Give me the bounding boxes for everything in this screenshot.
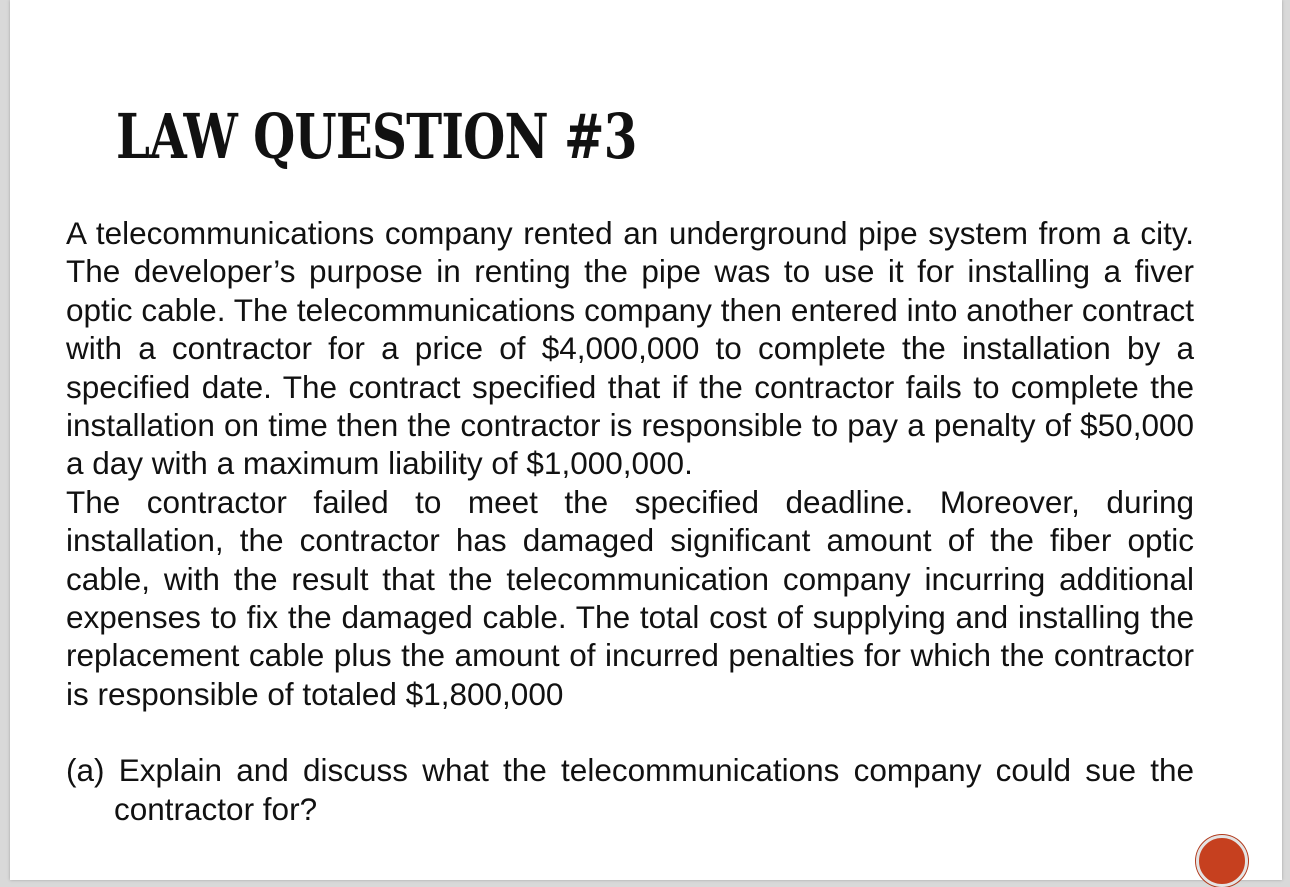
slide-body: [66, 214, 1194, 828]
paragraph-1: A telecommunications company rented an underground pipe system from a city. The developer’s purpose in renting the pipe was to use it for installing a fiver optic cable. The telecommunications company then entered into another contract with a contractor for a price of $4,000,000 to complete the installation by a specified date. The contract specified that if the contractor fails to complete the installation on time then the contractor is responsible to pay a penalty of $50,000 a day with a maximum liability of $1,000,000.: [66, 215, 1194, 482]
slide-title: LAW QUESTION #3: [116, 100, 637, 173]
paragraph-2: The contractor failed to meet the specified deadline. Moreover, during installation, the contractor has damaged significant amount of the fiber optic cable, with the result that the telecommunication company incurring additional expenses to fix the damaged cable. The total cost of supplying and installing the replacement cable plus the amount of incurred penalties for which the contractor is responsible of totaled $1,800,000: [66, 483, 1194, 712]
slide: [10, 0, 1282, 880]
question-a: (a) Explain and discuss what the telecommunications company could sue the contractor for?: [66, 752, 1194, 827]
slide-nav-dot-icon[interactable]: [1196, 835, 1248, 887]
